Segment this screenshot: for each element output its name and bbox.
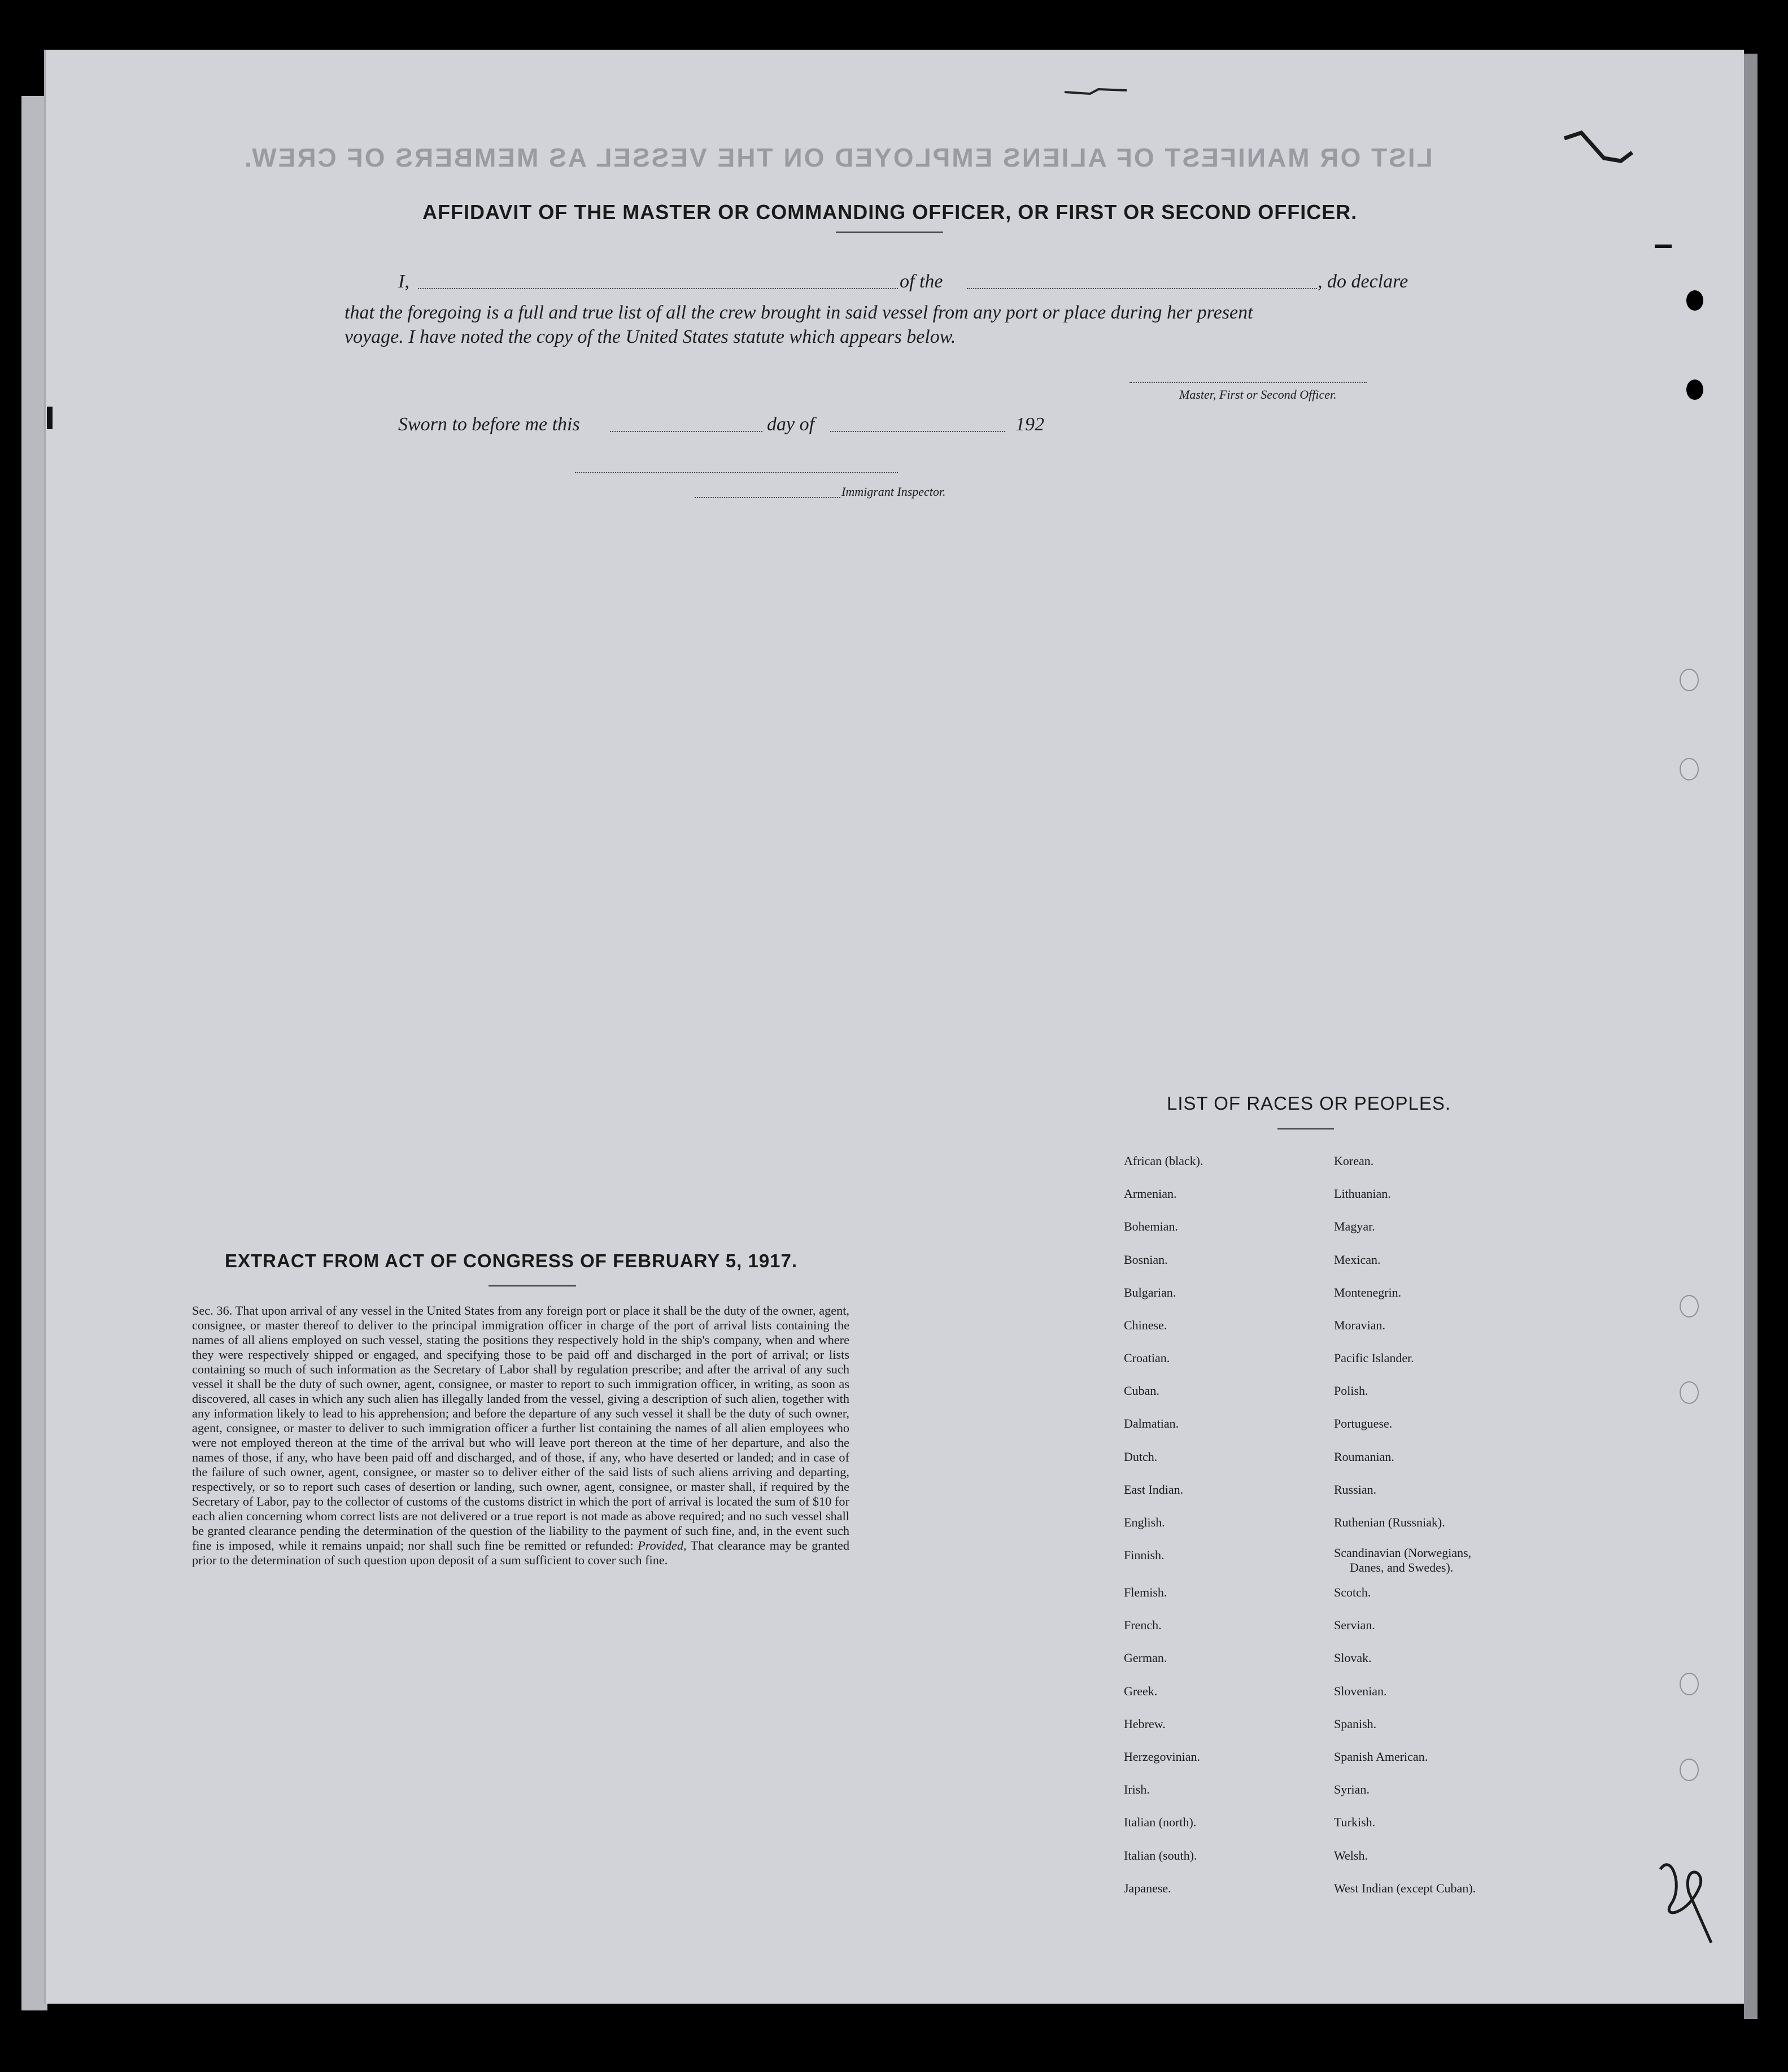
race-item: Servian. — [1334, 1618, 1375, 1632]
race-item: Bulgarian. — [1124, 1285, 1176, 1299]
race-item: Spanish. — [1334, 1717, 1377, 1731]
race-item: Dalmatian. — [1124, 1416, 1179, 1430]
punch-hole — [1680, 1673, 1699, 1695]
race-item: Moravian. — [1334, 1318, 1386, 1332]
race-item: Irish. — [1124, 1782, 1150, 1796]
race-item: Flemish. — [1124, 1585, 1167, 1599]
race-item: Polish. — [1334, 1384, 1368, 1398]
races-heading-rule — [1277, 1128, 1334, 1129]
sworn-day-of: day of — [767, 414, 815, 435]
race-item: Bosnian. — [1124, 1253, 1168, 1267]
race-item: German. — [1124, 1651, 1167, 1665]
name-blank[interactable] — [418, 288, 898, 289]
bleed-through-header: LIST OR MANIFEST OF ALIENS EMPLOYED ON THE VESSEL AS MEMBERS OF CREW. — [243, 143, 1433, 172]
race-item: Lithuanian. — [1334, 1187, 1391, 1201]
heading-rule — [836, 232, 943, 233]
race-item: Russian. — [1334, 1482, 1377, 1497]
race-item: Mexican. — [1334, 1253, 1381, 1267]
race-item: Roumanian. — [1334, 1450, 1394, 1464]
race-item: Turkish. — [1334, 1815, 1376, 1829]
race-item: Scotch. — [1334, 1585, 1371, 1599]
race-item: Croatian. — [1124, 1351, 1170, 1365]
sworn-year: 192 — [1015, 414, 1044, 435]
race-item: Pacific Islander. — [1334, 1351, 1414, 1365]
race-item: Bohemian. — [1124, 1219, 1178, 1233]
affidavit-line-2: that the foregoing is a full and true list of all the crew brought in said vessel from any port or place during her present — [344, 302, 1253, 323]
race-item: French. — [1124, 1618, 1162, 1632]
master-signature-line[interactable] — [1130, 382, 1367, 383]
race-item: West Indian (except Cuban). — [1334, 1881, 1476, 1895]
sworn-prefix: Sworn to before me this — [398, 414, 580, 435]
race-item: Greek. — [1124, 1684, 1158, 1698]
edge-mark — [44, 407, 55, 429]
inspector-signature-line[interactable] — [575, 472, 898, 473]
race-item: Montenegrin. — [1334, 1285, 1402, 1299]
punch-hole — [1685, 289, 1704, 312]
race-item: Magyar. — [1334, 1219, 1375, 1233]
race-item: Portuguese. — [1334, 1416, 1393, 1430]
punch-hole — [1685, 378, 1704, 401]
race-item: Hebrew. — [1124, 1717, 1166, 1731]
race-item: Herzegovinian. — [1124, 1750, 1200, 1764]
punch-hole — [1680, 1759, 1699, 1781]
race-item: East Indian. — [1124, 1482, 1184, 1497]
punch-hole — [1680, 1381, 1699, 1404]
affidavit-declare-label: , do declare — [1318, 271, 1408, 292]
punch-hole — [1680, 669, 1699, 691]
race-item: Dutch. — [1124, 1450, 1158, 1464]
race-item: Ruthenian (Russniak). — [1334, 1515, 1445, 1529]
race-item: English. — [1124, 1515, 1165, 1529]
extract-section-label: Sec. 36. — [192, 1303, 233, 1318]
handwritten-mark — [1649, 1852, 1728, 1954]
race-item-continued: Danes, and Swedes). — [1350, 1560, 1454, 1574]
affidavit-i-label: I, — [398, 271, 409, 292]
race-item: Syrian. — [1334, 1782, 1370, 1796]
inspector-caption: Immigrant Inspector. — [841, 485, 946, 499]
extract-body-part-2: That clearance may be granted prior to the determination of such question upon deposit of a sum sufficient to cover such fine. — [192, 1538, 849, 1567]
ink-mark — [1559, 127, 1638, 178]
ink-mark — [1062, 84, 1130, 101]
race-item: Scandinavian (Norwegians, — [1334, 1546, 1472, 1560]
race-item: Korean. — [1334, 1154, 1374, 1168]
extract-body-part-1: That upon arrival of any vessel in the United States from any foreign port or place it shall be the duty of the owner, agent, consignee, or master thereof to deliver to the principal immigration officer in charge of the port of arrival lists containing the names of all aliens employed on such vessel, stating the positions they respectively hold in the ship's company, when and where they were respectively shipped or engaged, and specifying those to be paid off and discharged in the port of arrival; or lists containing so much of such information as the Secretary of Labor shall by regulation prescribe; and after the arrival of any such vessel it shall be the duty of such owner, agent, consignee, or master to report to such immigration officer, in writing, as soon as discovered, all cases in which any such alien has illegally landed from the vessel, giving a description of such alien, together with any information likely to lead to his apprehension; and before the departure of any such vessel it shall be the duty of such owner, agent, consignee, or master to deliver to such immigration officer a further list containing the names of all alien employees who were not employed thereon at the time of the arrival but who will leave port thereon at the time of her departure, and also the names of those, if any, who have been paid off and discharged, and of those, if any, who have deserted or landed; and in case of the failure of such owner, agent, consignee, or master so to deliver either of the said lists of such aliens arriving and departing, respectively, or so to report such cases of desertion or landing, such owner, agent, consignee, or master shall, if required by the Secretary of Labor, pay to the collector of customs of the customs district in which the port of arrival is located the sum of $10 for each alien concerning whom correct lists are not delivered or a true report is not made as above required; and no such vessel shall be granted clearance pending the determination of the question of the liability to the payment of such fine, and, in the event such fine is imposed, while it remains unpaid; nor shall such fine be remitted or refunded: — [192, 1303, 850, 1552]
race-item: Finnish. — [1124, 1548, 1165, 1562]
race-item: Spanish American. — [1334, 1750, 1428, 1764]
race-item: Slovenian. — [1334, 1684, 1387, 1698]
races-heading: LIST OF RACES OR PEOPLES. — [1167, 1093, 1451, 1114]
affidavit-line-3: voyage. I have noted the copy of the United States statute which appears below. — [344, 326, 956, 347]
sworn-day-blank[interactable] — [610, 431, 762, 432]
master-signature-caption: Master, First or Second Officer. — [1179, 387, 1337, 402]
punch-hole — [1680, 758, 1699, 780]
extract-heading-rule — [489, 1285, 576, 1286]
race-item: Welsh. — [1334, 1848, 1368, 1862]
race-item: African (black). — [1124, 1154, 1203, 1168]
inspector-title-line[interactable] — [695, 497, 840, 498]
extract-provided-word: Provided, — [638, 1538, 687, 1552]
affidavit-heading: AFFIDAVIT OF THE MASTER OR COMMANDING OFFICER, OR FIRST OR SECOND OFFICER. — [422, 200, 1358, 224]
race-item: Italian (north). — [1124, 1815, 1197, 1829]
race-item: Armenian. — [1124, 1187, 1177, 1201]
vessel-blank[interactable] — [967, 288, 1317, 289]
punch-hole — [1680, 1295, 1699, 1318]
page-edge-right — [1744, 54, 1758, 2019]
affidavit-of-the-label: of the — [900, 271, 943, 292]
extract-body — [192, 1303, 849, 1568]
race-item: Japanese. — [1124, 1881, 1171, 1895]
race-item: Italian (south). — [1124, 1848, 1197, 1862]
race-item: Cuban. — [1124, 1384, 1159, 1398]
race-item: Slovak. — [1334, 1651, 1372, 1665]
extract-heading: EXTRACT FROM ACT OF CONGRESS OF FEBRUARY 5, 1917. — [225, 1250, 798, 1271]
sworn-month-blank[interactable] — [830, 431, 1005, 432]
race-item: Chinese. — [1124, 1318, 1167, 1332]
edge-mark — [1655, 243, 1672, 250]
